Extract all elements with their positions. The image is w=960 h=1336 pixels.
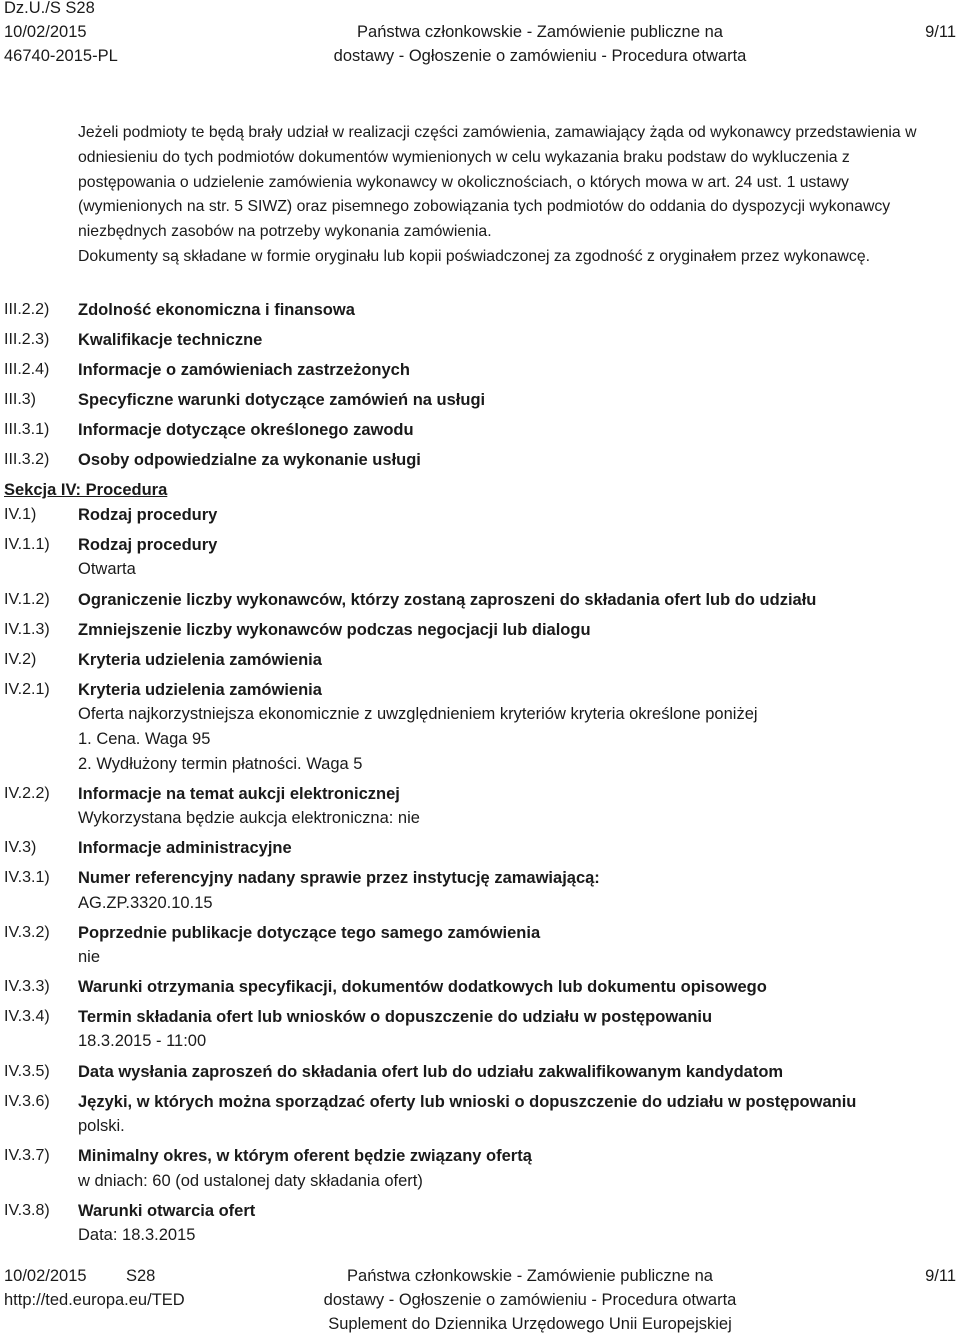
section-heading: Poprzednie publikacje dotyczące tego samego zamówienia [78,924,541,942]
header-page-number: 9/11 [925,23,956,41]
section-value: polski. [78,1117,125,1135]
footer-title-line3: Suplement do Dziennika Urzędowego Unii Europejskiej [328,1315,732,1333]
section-number: III.2.4) [4,361,50,378]
section-heading: Języki, w których można sporządzać oferty lub wnioski o dopuszczenie do udziału w postępowaniu [78,1093,857,1111]
section-heading: Minimalny okres, w którym oferent będzie związany ofertą [78,1147,532,1165]
section-number: IV.3.8) [4,1202,50,1219]
footer-url[interactable]: http://ted.europa.eu/TED [4,1291,185,1309]
section-value: w dniach: 60 (od ustalonej daty składania ofert) [78,1172,423,1190]
header-title-line2: dostawy - Ogłoszenie o zamówieniu - Procedura otwarta [333,47,747,65]
section-number: III.3.2) [4,451,50,468]
section-heading: Osoby odpowiedzialne za wykonanie usługi [78,451,421,469]
intro-text-1: Jeżeli podmioty te będą brały udział w realizacji części zamówienia, zamawiający żąda od wykonawcy przedstawienia w odniesieniu do tych podmiotów dokumentów wymienionych w celu wykazania braku podstaw do wykluczenia z postępowania o udzielenie zamówienia wykonawcy w okolicznościach, o których mowa w art. 24 ust. 1 ustawy (wymienionych na str. 5 SIWZ) oraz pisemnego zobowiązania tych podmiotów do oddania do dyspozycji wykonawcy niezbędnych zasobów na potrzeby wykonania zamówienia. [78,124,917,241]
section-number: IV.1.2) [4,591,50,608]
section-heading: Informacje dotyczące określonego zawodu [78,421,414,439]
section-value: AG.ZP.3320.10.15 [78,894,213,912]
section-4-title: Sekcja IV: Procedura [4,481,168,499]
section-number: III.2.2) [4,301,50,318]
section-value: Data: 18.3.2015 [78,1226,196,1244]
section-heading: Termin składania ofert lub wniosków o dopuszczenie do udziału w postępowaniu [78,1008,713,1026]
intro-text-2: Dokumenty są składane w formie oryginału lub kopii poświadczonej za zgodność z oryginałem przez wykonawcę. [78,247,870,265]
section-value: Oferta najkorzystniejsza ekonomicznie z uwzględnieniem kryteriów kryteria określone poniżej [78,705,758,723]
section-number: IV.3.6) [4,1093,50,1110]
section-heading: Zmniejszenie liczby wykonawców podczas negocjacji lub dialogu [78,621,591,639]
footer-title-line1: Państwa członkowskie - Zamówienie publiczne na [347,1267,713,1285]
section-number: IV.3.3) [4,978,50,995]
section-number: III.3.1) [4,421,50,438]
journal-reference: Dz.U./S S28 [4,0,95,17]
section-heading: Numer referencyjny nadany sprawie przez instytucję zamawiającą: [78,869,600,887]
section-number: IV.1.3) [4,621,50,638]
section-heading: Kryteria udzielenia zamówienia [78,651,322,669]
intro-paragraph [78,121,928,270]
section-value: Otwarta [78,560,136,578]
section-heading: Rodzaj procedury [78,536,218,554]
section-heading: Zdolność ekonomiczna i finansowa [78,301,355,319]
header-document-id: 46740-2015-PL [4,47,118,65]
section-heading: Ograniczenie liczby wykonawców, którzy zostaną zaproszeni do składania ofert lub do udziału [78,591,817,609]
header-title-line1: Państwa członkowskie - Zamówienie publiczne na [357,23,723,41]
section-number: IV.1.1) [4,536,50,553]
section-number: III.3) [4,391,37,408]
section-heading: Specyficzne warunki dotyczące zamówień na usługi [78,391,486,409]
section-heading: Informacje o zamówieniach zastrzeżonych [78,361,410,379]
section-heading: Rodzaj procedury [78,506,218,524]
section-value: nie [78,948,101,966]
section-number: IV.3.2) [4,924,50,941]
section-value: 2. Wydłużony termin płatności. Waga 5 [78,755,363,773]
section-value: 18.3.2015 - 11:00 [78,1032,207,1050]
section-heading: Kwalifikacje techniczne [78,331,263,349]
section-number: IV.2.1) [4,681,50,698]
section-heading: Warunki otrzymania specyfikacji, dokumentów dodatkowych lub dokumentu opisowego [78,978,767,996]
section-heading: Kryteria udzielenia zamówienia [78,681,322,699]
section-number: III.2.3) [4,331,50,348]
section-number: IV.3.4) [4,1008,50,1025]
section-value: Wykorzystana będzie aukcja elektroniczna: nie [78,809,420,827]
section-number: IV.3.5) [4,1063,50,1080]
header-date: 10/02/2015 [4,23,87,41]
footer-date: 10/02/2015 [4,1267,87,1285]
footer-page-number: 9/11 [925,1267,956,1285]
section-value: 1. Cena. Waga 95 [78,730,211,748]
section-number: IV.3.7) [4,1147,50,1164]
section-heading: Data wysłania zaproszeń do składania ofert lub do udziału zakwalifikowanym kandydatom [78,1063,784,1081]
section-heading: Warunki otwarcia ofert [78,1202,256,1220]
section-heading: Informacje na temat aukcji elektronicznej [78,785,400,803]
section-heading: Informacje administracyjne [78,839,292,857]
section-number: IV.2) [4,651,37,668]
footer-series: S28 [126,1267,156,1285]
footer-title-line2: dostawy - Ogłoszenie o zamówieniu - Procedura otwarta [323,1291,737,1309]
section-number: IV.1) [4,506,37,523]
section-number: IV.3.1) [4,869,50,886]
section-number: IV.2.2) [4,785,50,802]
section-number: IV.3) [4,839,37,856]
